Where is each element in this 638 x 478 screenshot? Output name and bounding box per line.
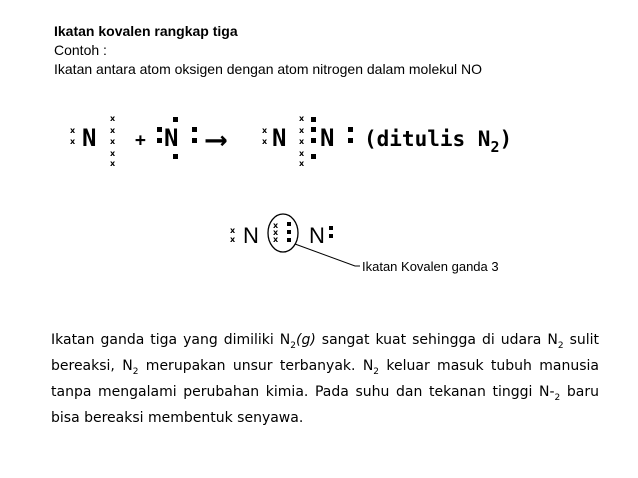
svg-text:x: x <box>299 149 305 158</box>
svg-text:x: x <box>70 137 76 146</box>
svg-text:x: x <box>273 235 279 244</box>
n2-molecule <box>262 114 353 168</box>
n-symbol: N <box>164 124 179 152</box>
explanation-paragraph: Ikatan ganda tiga yang dimiliki $N_2(g)$ sangat kuat sehingga di udara $N_2$ sulit bereaksi, $N_2$ merupakan unsur terbanyak. $N_2$ keluar masuk tubuh manusia tanpa mengalami perubahan kimia. Pada suhu dan tekanan tinggi $N-_2$ baru bisa bereaksi membentuk senyawa. <box>51 332 600 426</box>
svg-text:x: x <box>230 235 236 244</box>
example-label: Contoh : <box>54 42 107 58</box>
diagram-n-right: N <box>309 223 325 248</box>
written-as-note: (ditulis $N_2$) <box>364 127 513 156</box>
n-symbol: N <box>272 124 287 152</box>
svg-text:x: x <box>273 221 279 230</box>
reaction-equation <box>70 114 512 168</box>
svg-text:x: x <box>110 126 116 135</box>
triple-bond-diagram <box>230 214 499 274</box>
svg-text:x: x <box>110 159 116 168</box>
diagram-n-left: N <box>243 223 259 248</box>
svg-text:x: x <box>110 149 116 158</box>
svg-text:x: x <box>110 114 116 123</box>
svg-text:x: x <box>230 226 236 235</box>
svg-text:x: x <box>299 159 305 168</box>
plus-sign: + <box>135 130 146 151</box>
callout-line <box>295 244 360 266</box>
slide-title: Ikatan kovalen rangkap tiga <box>54 23 238 39</box>
svg-text:x: x <box>299 114 305 123</box>
svg-text:x: x <box>110 137 116 146</box>
nitrogen-atom-right <box>157 117 197 159</box>
svg-text:x: x <box>262 126 268 135</box>
callout-label: Ikatan Kovalen ganda 3 <box>362 259 499 274</box>
n-symbol: N <box>320 124 335 152</box>
svg-text:x: x <box>299 137 305 146</box>
svg-text:x: x <box>70 126 76 135</box>
svg-text:x: x <box>262 137 268 146</box>
n-symbol: N <box>82 124 97 152</box>
example-description: Ikatan antara atom oksigen dengan atom nitrogen dalam molekul NO <box>54 61 483 77</box>
svg-text:x: x <box>273 228 279 237</box>
reaction-arrow: ⟶ <box>207 122 226 157</box>
nitrogen-atom-left <box>70 114 116 168</box>
svg-text:x: x <box>299 126 305 135</box>
